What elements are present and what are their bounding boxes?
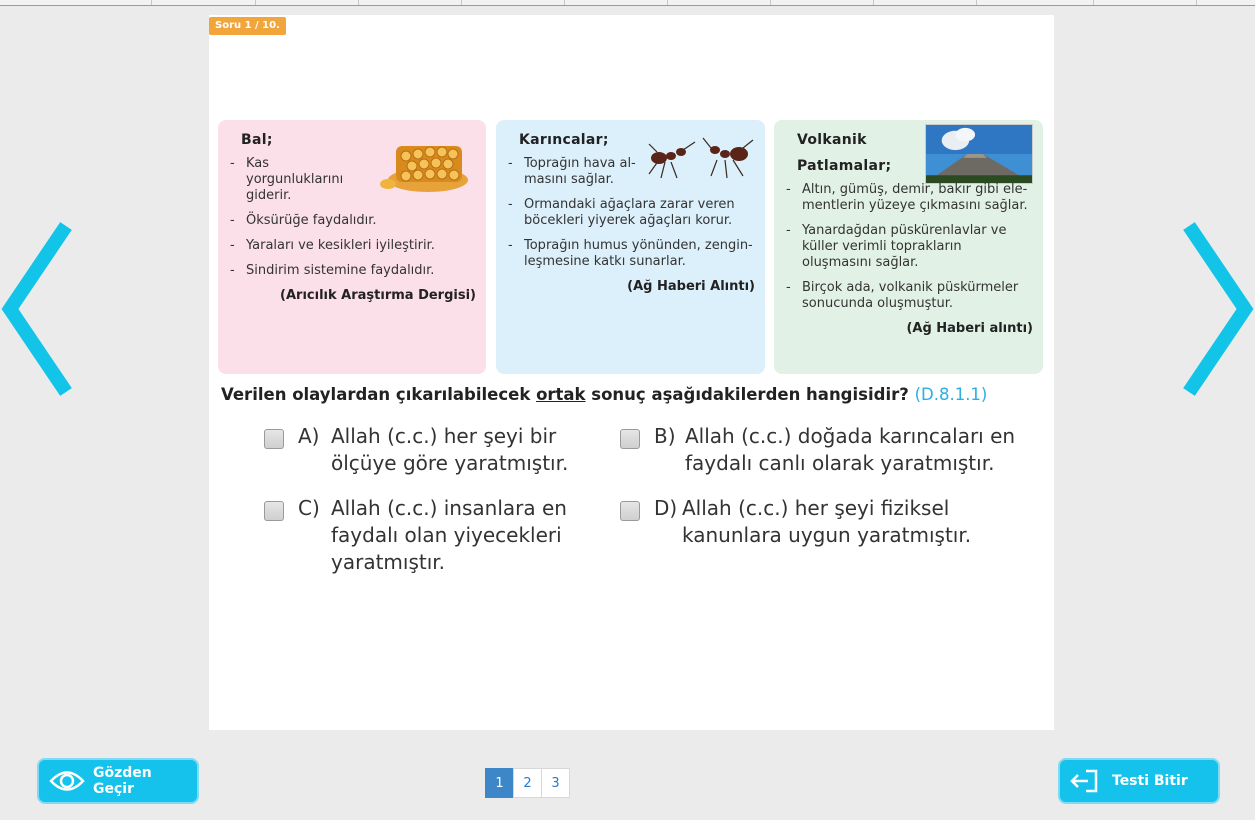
- toolbar-divider: [358, 0, 359, 5]
- toolbar-divider: [151, 0, 152, 5]
- chevron-right-icon: [1189, 226, 1245, 392]
- question-text: [221, 385, 987, 404]
- option-text: Allah (c.c.) insanlara en faydalı olan yiyecekleri yaratmıştır.: [331, 496, 567, 574]
- info-card-volcano: [774, 120, 1043, 374]
- option-checkbox[interactable]: [264, 429, 284, 449]
- volcano-image: [925, 124, 1033, 184]
- option-checkbox[interactable]: [264, 501, 284, 521]
- list-item: - Yaraları ve kesikleri iyileştirir.: [230, 238, 476, 254]
- toolbar-divider: [564, 0, 565, 5]
- option-letter: C): [298, 496, 320, 520]
- toolbar-divider: [1196, 0, 1197, 5]
- toolbar-divider: [976, 0, 977, 5]
- ants-image: [647, 130, 755, 186]
- finish-test-button[interactable]: [1058, 758, 1220, 804]
- option-text: Allah (c.c.) doğada karıncaları en faydalı canlı olarak yaratmıştır.: [685, 424, 1016, 475]
- source-citation: (Ağ Haberi alıntı): [906, 321, 1033, 336]
- info-card-honey: [218, 120, 486, 374]
- card-title: Bal;: [241, 132, 273, 148]
- option-checkbox[interactable]: [620, 501, 640, 521]
- pagination: [485, 768, 569, 798]
- chevron-left-icon: [10, 226, 66, 392]
- list-item: - Toprağın hava al-masını sağlar.: [508, 156, 638, 188]
- review-button[interactable]: [37, 758, 199, 804]
- page-button[interactable]: 3: [541, 768, 570, 798]
- honeycomb-image: [378, 132, 470, 196]
- option-text: Allah (c.c.) her şeyi fiziksel kanunlara uygun yaratmıştır.: [682, 496, 972, 547]
- option-checkbox[interactable]: [620, 429, 640, 449]
- volcano-facts-list: [786, 182, 1033, 312]
- info-card-ants: [496, 120, 765, 374]
- previous-question-arrow[interactable]: [0, 220, 72, 398]
- review-button-label: Gözden Geçir: [93, 765, 152, 797]
- question-text-part: Verilen olaylardan çıkarılabilecek: [221, 385, 537, 404]
- toolbar-divider: [770, 0, 771, 5]
- question-page: [209, 15, 1054, 730]
- question-text-part: sonuç aşağıdakilerden hangisidir?: [585, 385, 909, 404]
- outcome-code: (D.8.1.1): [914, 385, 988, 404]
- list-item: - Toprağın humus yönünden, zengin-leşmesine katkı sunarlar.: [508, 238, 755, 270]
- option-letter: A): [298, 424, 320, 448]
- list-item: - Ormandaki ağaçlara zarar veren böcekleri yiyerek ağaçları korur.: [508, 197, 755, 229]
- list-item: - Altın, gümüş, demir, bakır gibi ele-mentlerin yüzeye çıkmasını sağlar.: [786, 182, 1033, 214]
- eye-icon: [47, 766, 87, 796]
- top-toolbar-strip: [0, 0, 1255, 6]
- question-counter-badge: Soru 1 / 10.: [209, 17, 286, 35]
- card-title: Volkanik: [797, 132, 867, 148]
- page-button[interactable]: 2: [513, 768, 542, 798]
- source-citation: (Ağ Haberi Alıntı): [627, 279, 755, 294]
- card-title: Karıncalar;: [519, 132, 609, 148]
- option-letter: D): [654, 496, 678, 520]
- toolbar-divider: [667, 0, 668, 5]
- list-item: - Kas yorgunluklarını giderir.: [230, 156, 370, 204]
- exit-icon: [1068, 766, 1102, 796]
- list-item: - Sindirim sistemine faydalıdır.: [230, 263, 476, 279]
- next-question-arrow[interactable]: [1183, 220, 1255, 398]
- toolbar-divider: [255, 0, 256, 5]
- finish-button-label: Testi Bitir: [1112, 773, 1188, 789]
- source-citation: (Arıcılık Araştırma Dergisi): [280, 288, 476, 303]
- page-button[interactable]: 1: [485, 768, 514, 798]
- option-text: Allah (c.c.) her şeyi bir ölçüye göre yaratmıştır.: [331, 424, 569, 475]
- card-title-line2: Patlamalar;: [797, 158, 892, 174]
- toolbar-divider: [1093, 0, 1094, 5]
- list-item: - Yanardağdan püskürenlavlar ve küller verimli toprakların oluşmasını sağlar.: [786, 223, 1033, 271]
- option-letter: B): [654, 424, 676, 448]
- list-item: - Öksürüğe faydalıdır.: [230, 213, 476, 229]
- toolbar-divider: [873, 0, 874, 5]
- toolbar-divider: [461, 0, 462, 5]
- question-emphasis: ortak: [536, 385, 586, 404]
- list-item: - Birçok ada, volkanik püskürmeler sonucunda oluşmuştur.: [786, 280, 1033, 312]
